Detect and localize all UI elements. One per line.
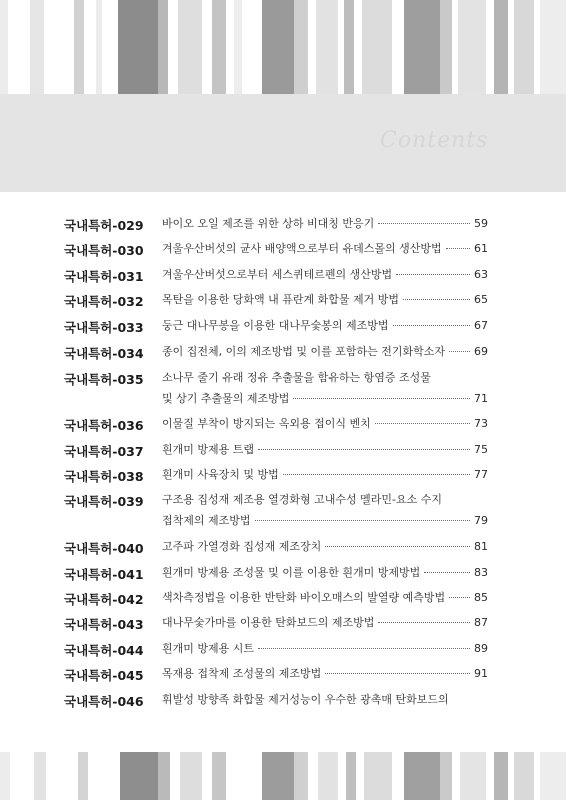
toc-entry-code: 국내특허-042 [64, 592, 144, 607]
leader-dots [378, 222, 470, 224]
toc-entry-page-number: 89 [474, 642, 488, 655]
leader-dots [325, 545, 470, 547]
toc-entry-page-number: 67 [474, 319, 488, 332]
leader-dots [258, 647, 470, 649]
toc-entry-title: 겨울우산버섯으로부터 세스퀴테르펜의 생산방법 [162, 268, 393, 281]
toc-entry-title: 둥근 대나무봉을 이용한 대나무숯봉의 제조방법 [162, 319, 389, 332]
toc-entry-title: 흰개미 방제용 트랩 [162, 443, 255, 456]
leader-dots [424, 571, 470, 573]
leader-dots [403, 298, 470, 300]
toc-entry-title: 흰개미 사육장치 및 방법 [162, 468, 279, 481]
toc-entry-title: 흰개미 방제용 시트 [162, 642, 255, 655]
toc-entry-title: 휘발성 방향족 화합물 제거성능이 우수한 광촉매 탄화보드의 [162, 693, 449, 706]
toc-entry-code: 국내특허-039 [64, 494, 144, 509]
toc-entry-code: 국내특허-034 [64, 346, 144, 361]
toc-entry-code: 국내특허-043 [64, 617, 144, 632]
toc-entry-code: 국내특허-041 [64, 567, 144, 582]
leader-dots [393, 324, 470, 326]
toc-entry-title: 종이 집전체, 이의 제조방법 및 이를 포함하는 전기화학소자 [162, 345, 445, 358]
toc-entry-code: 국내특허-038 [64, 469, 144, 484]
leader-dots [293, 397, 470, 399]
toc-entry-page-number: 75 [474, 443, 488, 456]
toc-entry-code: 국내특허-035 [64, 372, 144, 387]
toc-entry-code: 국내특허-029 [64, 218, 144, 233]
toc-entry-code: 국내특허-031 [64, 269, 144, 284]
toc-entry-title: 소나무 줄기 유래 정유 추출물을 함유하는 항염증 조성물 [162, 371, 431, 384]
leader-dots [325, 672, 470, 674]
toc-entry-code: 국내특허-030 [64, 243, 144, 258]
toc-entry-title: 바이오 오일 제조를 위한 상하 비대칭 반응기 [162, 217, 375, 230]
toc-entry-page-number: 71 [474, 392, 488, 405]
toc-entry-page-number: 59 [474, 217, 488, 230]
toc-entry-page-number: 63 [474, 268, 488, 281]
toc-entry-code: 국내특허-045 [64, 668, 144, 683]
toc-entry-title-continued: 및 상기 추출물의 제조방법 [162, 392, 290, 405]
toc-entry-title: 구조용 집성재 제조용 열경화형 고내수성 멜라민-요소 수지 [162, 493, 442, 506]
leader-dots [375, 422, 470, 424]
toc-entry-title: 흰개미 방제용 조성물 및 이를 이용한 흰개미 방제방법 [162, 566, 421, 579]
toc-entry-title: 목탄을 이용한 당화액 내 퓨란계 화합물 제거 방법 [162, 293, 399, 306]
leader-dots [258, 448, 470, 450]
toc-entry-page-number: 77 [474, 468, 488, 481]
toc-entry-code: 국내특허-036 [64, 418, 144, 433]
toc-entry-title: 겨울우산버섯의 균사 배양액으로부터 유데스몰의 생산방법 [162, 242, 442, 255]
leader-dots [283, 473, 470, 475]
toc-entry-page-number: 87 [474, 616, 488, 629]
toc-entry-page-number: 73 [474, 417, 488, 430]
toc-entry-code: 국내특허-040 [64, 541, 144, 556]
leader-dots [396, 273, 470, 275]
leader-dots [449, 596, 470, 598]
toc-entry-code: 국내특허-044 [64, 643, 144, 658]
toc-entry-title-continued: 접착제의 제조방법 [162, 514, 251, 527]
toc-entry-code: 국내특허-033 [64, 320, 144, 335]
toc-entry-page-number: 69 [474, 345, 488, 358]
toc-entry-page-number: 79 [474, 514, 488, 527]
toc-entry-title: 이물질 부착이 방지되는 옥외용 접이식 벤치 [162, 417, 371, 430]
toc-entry-code: 국내특허-032 [64, 294, 144, 309]
toc-entry-page-number: 85 [474, 591, 488, 604]
leader-dots [378, 621, 470, 623]
leader-dots [446, 247, 470, 249]
leader-dots [449, 350, 470, 352]
toc-entry-code: 국내특허-037 [64, 444, 144, 459]
toc-entry-page-number: 65 [474, 293, 488, 306]
toc-entry-page-number: 61 [474, 242, 488, 255]
toc-entry-page-number: 83 [474, 566, 488, 579]
leader-dots [255, 519, 470, 521]
toc-entry-code: 국내특허-046 [64, 694, 144, 709]
toc-entry-title: 고주파 가열경화 집성재 제조장치 [162, 540, 322, 553]
toc-entry-title: 대나무숯가마를 이용한 탄화보드의 제조방법 [162, 616, 375, 629]
toc-entry-page-number: 81 [474, 540, 488, 553]
toc-entry-title: 목재용 접착제 조성물의 제조방법 [162, 667, 322, 680]
bottom-stripe-band [0, 752, 566, 800]
toc-entry-title: 색차측정법을 이용한 반탄화 바이오매스의 발열량 예측방법 [162, 591, 446, 604]
toc-entry-page-number: 91 [474, 667, 488, 680]
header-watermark-graphic: Contents [380, 128, 489, 153]
